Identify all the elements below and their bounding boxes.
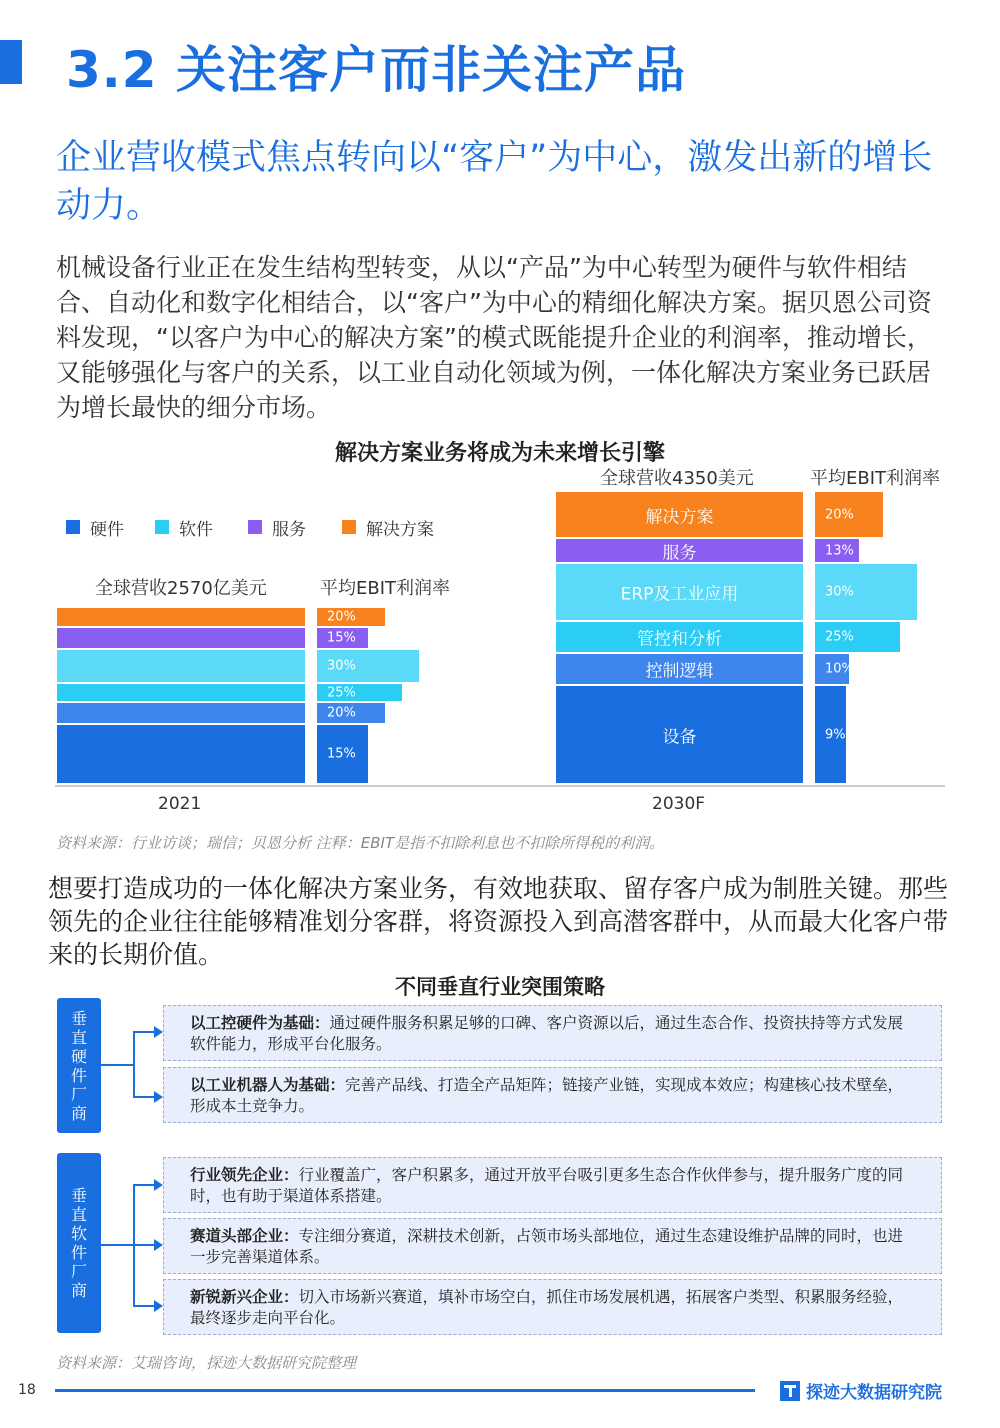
page-title: 3.2 关注客户而非关注产品 [66, 41, 686, 99]
arrow-right-icon [154, 1239, 163, 1251]
arrow-right-icon [154, 1300, 163, 1312]
legend-swatch [66, 520, 80, 534]
ebit-header-2021: 平均EBIT利润率 [320, 578, 451, 599]
bar-segment-label: 服务 [662, 543, 697, 563]
bar-segment [57, 608, 305, 626]
bar-segment-label: ERP及工业应用 [620, 584, 739, 605]
bar-segment-label: 解决方案 [645, 507, 714, 527]
bar-segment-label: 控制逻辑 [645, 661, 714, 682]
bar-segment [556, 492, 803, 537]
bar-segment [556, 622, 803, 652]
bar-segment [57, 628, 305, 648]
arrow-right-icon [154, 1179, 163, 1191]
legend-swatch [155, 520, 169, 534]
arrow-right-icon [154, 1091, 163, 1103]
ebit-label: 15% [327, 746, 356, 762]
bar-segment [556, 686, 803, 783]
connector-line [133, 1031, 155, 1033]
ebit-bar [815, 654, 854, 684]
group-label-hardware: 垂直硬件厂商 [57, 998, 101, 1133]
revenue-label-2021: 全球营收2570亿美元 [95, 578, 267, 599]
ebit-label: 30% [327, 658, 356, 674]
strategy-text: 行业覆盖广，客户积累多，通过开放平台吸引更多生态合作伙伴参与，提升服务广度的同时，也有助于渠道体系搭建。 [190, 1166, 904, 1205]
legend-label: 软件 [179, 519, 213, 540]
ebit-label: 25% [825, 629, 854, 645]
strategy-box-emerging [163, 1279, 942, 1335]
x-tick-2021: 2021 [158, 794, 202, 814]
ebit-bar [815, 564, 917, 620]
brand-logo [780, 1378, 942, 1403]
chart-title: 解决方案业务将成为未来增长引擎 [334, 441, 665, 466]
intro-paragraph: 机械设备行业正在发生结构型转变，从以“产品”为中心转型为硬件与软件相结合、自动化和数字化相结合，以“客户”为中心的精细化解决方案。据贝恩公司资料发现，“以客户为中心的解决方案”的模式既能提升企业的利润率，推动增长，又能够强化与客户的关系，以工业自动化领域为例，一体化解决方案业务已跃居为增长最快的细分市场。 [56, 253, 932, 422]
x-tick-2030: 2030F [652, 794, 706, 814]
strategy-text: 切入市场新兴赛道，填补市场空白，抓住市场发展机遇，拓展客户类型、积累服务经验，最终逐步走向平台化。 [190, 1288, 904, 1327]
arrow-right-icon [154, 1026, 163, 1038]
legend-swatch [248, 520, 262, 534]
ebit-bar [317, 703, 385, 723]
strategy-box-industrial-robot [163, 1067, 942, 1123]
strategy-text: 完善产品线、打造全产品矩阵；链接产业链，实现成本效应；构建核心技术壁垒，形成本土竞争力。 [190, 1076, 904, 1115]
ebit-label: 20% [825, 507, 854, 522]
brand-logo-icon [780, 1381, 800, 1401]
bar-segment [57, 684, 305, 701]
diagram-title: 不同垂直行业突围策略 [395, 975, 605, 999]
strategy-heading: 以工控硬件为基础： [190, 1014, 330, 1032]
ebit-bar [815, 686, 846, 783]
page-number: 18 [18, 1382, 36, 1398]
ebit-bar [815, 492, 883, 537]
bar-segment [556, 539, 803, 562]
ebit-bar [317, 725, 368, 783]
ebit-bar [815, 539, 859, 562]
bar-segment-label: 设备 [662, 727, 697, 747]
connector-line [101, 1064, 134, 1066]
ebit-label: 10% [825, 661, 854, 677]
legend-item-solution [342, 515, 434, 539]
ebit-bar [317, 650, 419, 682]
legend-item-service [248, 515, 306, 539]
strategy-paragraph: 想要打造成功的一体化解决方案业务，有效地获取、留存客户成为制胜关键。那些领先的企业往往能够精准划分客群，将资源投入到高潜客群中，从而最大化客户带来的长期价值。 [48, 874, 949, 969]
title-accent-bar [0, 40, 22, 84]
bar-segment [57, 650, 305, 682]
footer-line [55, 1389, 755, 1392]
strategy-heading: 以工业机器人为基础： [190, 1076, 346, 1094]
chart-source-note: 资料来源：行业访谈；瑞信；贝恩分析 注释：EBIT是指不扣除利息也不扣除所得税的利润。 [56, 834, 665, 852]
ebit-bar [815, 622, 900, 652]
page-subtitle: 企业营收模式焦点转向以“客户”为中心，激发出新的增长动力。 [56, 138, 933, 226]
ebit-bar [317, 628, 368, 648]
legend-item-software [155, 515, 213, 539]
bar-segment [556, 654, 803, 684]
group-label-software: 垂直软件厂商 [57, 1153, 101, 1333]
bar-segment [57, 725, 305, 783]
diagram-source-note: 资料来源：艾瑞咨询，探迹大数据研究院整理 [56, 1354, 357, 1372]
bar-segment [57, 703, 305, 723]
bar-segment [556, 564, 803, 620]
strategy-text: 专注细分赛道，深耕技术创新，占领市场头部地位，通过生态建设维护品牌的同时，也进一步完善渠道体系。 [190, 1227, 904, 1266]
connector-line [101, 1244, 134, 1246]
strategy-box-track-leader [163, 1218, 942, 1274]
legend-label: 硬件 [90, 519, 124, 540]
connector-line [133, 1031, 135, 1097]
strategy-heading: 行业领先企业： [190, 1166, 299, 1184]
ebit-label: 9% [825, 727, 846, 742]
bar-segment-label: 管控和分析 [637, 629, 722, 650]
strategy-heading: 赛道头部企业： [190, 1227, 299, 1245]
strategy-box-industry-leader [163, 1157, 942, 1213]
connector-line [133, 1184, 155, 1186]
legend-swatch [342, 520, 356, 534]
connector-line [133, 1096, 155, 1098]
ebit-bar [317, 608, 385, 626]
strategy-box-industrial-control [163, 1005, 942, 1061]
revenue-label-2030: 全球营收4350美元 [600, 468, 754, 489]
ebit-label: 25% [327, 685, 356, 700]
x-axis-line [55, 785, 945, 787]
ebit-label: 30% [825, 584, 854, 600]
ebit-label: 15% [327, 630, 356, 646]
legend-item-hardware [66, 515, 124, 539]
legend-label: 解决方案 [366, 519, 434, 540]
ebit-header-2030: 平均EBIT利润率 [810, 468, 941, 489]
connector-line [133, 1305, 155, 1307]
ebit-label: 13% [825, 543, 854, 558]
strategy-heading: 新锐新兴企业： [190, 1288, 299, 1306]
ebit-label: 20% [327, 705, 356, 721]
strategy-text: 通过硬件服务积累足够的口碑、客户资源以后，通过生态合作、投资扶持等方式发展软件能力，形成平台化服务。 [190, 1014, 904, 1053]
brand-name: 探迹大数据研究院 [806, 1383, 942, 1403]
connector-line [133, 1244, 155, 1246]
ebit-label: 20% [327, 609, 356, 625]
ebit-bar [317, 684, 402, 701]
legend-label: 服务 [272, 519, 306, 540]
